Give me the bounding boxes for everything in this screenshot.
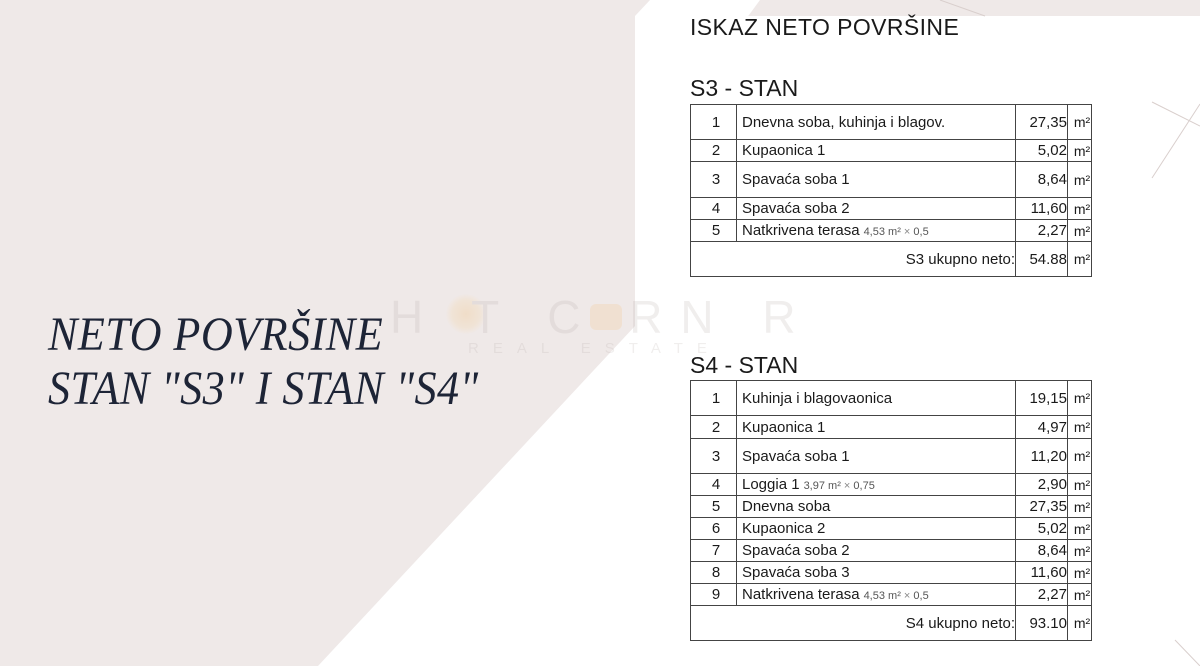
room-name: Spavaća soba 1 xyxy=(737,439,1016,474)
s3-title: S3 - STAN xyxy=(690,75,799,101)
table-row xyxy=(691,140,1092,162)
room-name: Spavaća soba 2 xyxy=(737,540,1016,562)
room-area: 5,02 xyxy=(1016,518,1068,540)
room-name: Kupaonica 2 xyxy=(737,518,1016,540)
area-unit: m² xyxy=(1068,474,1092,496)
room-name-with-calc xyxy=(737,584,1016,606)
area-calculation xyxy=(804,480,875,492)
room-area: 11,20 xyxy=(1016,439,1068,474)
room-name: Kuhinja i blagovaonica xyxy=(737,381,1016,416)
total-row xyxy=(691,606,1092,641)
calc-area: 3,97 m² xyxy=(803,480,841,492)
room-name: Spavaća soba 2 xyxy=(737,198,1016,220)
total-area: 54.88 xyxy=(1016,242,1068,277)
room-area: 19,15 xyxy=(1016,381,1068,416)
table-row xyxy=(691,496,1092,518)
table-row xyxy=(691,584,1092,606)
area-unit: m² xyxy=(1068,496,1092,518)
row-number: 3 xyxy=(691,162,737,198)
row-number: 4 xyxy=(691,198,737,220)
row-number: 4 xyxy=(691,474,737,496)
room-area: 5,02 xyxy=(1016,140,1068,162)
table-row xyxy=(691,439,1092,474)
s4-area-table xyxy=(690,380,1092,641)
room-area: 11,60 xyxy=(1016,562,1068,584)
area-unit: m² xyxy=(1068,381,1092,416)
table-row xyxy=(691,540,1092,562)
room-area: 8,64 xyxy=(1016,540,1068,562)
area-unit: m² xyxy=(1068,540,1092,562)
table-row xyxy=(691,198,1092,220)
headline-line-2: STAN "S3" I STAN "S4" xyxy=(48,362,479,415)
table-row xyxy=(691,220,1092,242)
row-number: 7 xyxy=(691,540,737,562)
headline-line-1: NETO POVRŠINE xyxy=(48,308,384,361)
area-unit: m² xyxy=(1068,439,1092,474)
row-number: 1 xyxy=(691,105,737,140)
document-title: ISKAZ NETO POVRŠINE xyxy=(690,14,960,40)
room-name: Kupaonica 1 xyxy=(737,416,1016,439)
room-name: Natkrivena terasa xyxy=(742,222,860,239)
area-unit: m² xyxy=(1068,220,1092,242)
room-name: Kupaonica 1 xyxy=(737,140,1016,162)
room-area: 2,27 xyxy=(1016,584,1068,606)
total-label: S4 ukupno neto: xyxy=(691,606,1016,641)
total-label: S3 ukupno neto: xyxy=(691,242,1016,277)
table-row xyxy=(691,562,1092,584)
row-number: 6 xyxy=(691,518,737,540)
room-area: 11,60 xyxy=(1016,198,1068,220)
room-name-with-calc xyxy=(737,220,1016,242)
row-number: 9 xyxy=(691,584,737,606)
row-number: 2 xyxy=(691,140,737,162)
room-area: 2,27 xyxy=(1016,220,1068,242)
area-unit: m² xyxy=(1068,584,1092,606)
area-unit: m² xyxy=(1068,242,1092,277)
table-row xyxy=(691,162,1092,198)
calc-area: 4,53 m² xyxy=(863,590,901,602)
calc-factor: 0,5 xyxy=(913,226,929,238)
row-number: 3 xyxy=(691,439,737,474)
room-area: 4,97 xyxy=(1016,416,1068,439)
multiply-sign: × xyxy=(903,226,911,238)
s3-area-table xyxy=(690,104,1092,277)
room-name: Dnevna soba xyxy=(737,496,1016,518)
s4-title: S4 - STAN xyxy=(690,352,799,378)
table-row xyxy=(691,474,1092,496)
table-row xyxy=(691,518,1092,540)
row-number: 5 xyxy=(691,220,737,242)
area-calculation xyxy=(864,590,929,602)
room-area: 8,64 xyxy=(1016,162,1068,198)
room-name: Loggia 1 xyxy=(742,476,800,493)
calc-factor: 0,75 xyxy=(853,480,875,492)
watermark-brand: H T C RN R xyxy=(390,291,814,343)
area-unit: m² xyxy=(1068,416,1092,439)
room-name-with-calc xyxy=(737,474,1016,496)
table-row xyxy=(691,416,1092,439)
room-name: Spavaća soba 3 xyxy=(737,562,1016,584)
room-name: Dnevna soba, kuhinja i blagov. xyxy=(737,105,1016,140)
total-area: 93.10 xyxy=(1016,606,1068,641)
total-row xyxy=(691,242,1092,277)
watermark-sub: REAL ESTATE xyxy=(468,340,721,357)
row-number: 1 xyxy=(691,381,737,416)
calc-area: 4,53 m² xyxy=(863,226,901,238)
area-calculation xyxy=(864,226,929,238)
row-number: 8 xyxy=(691,562,737,584)
multiply-sign: × xyxy=(903,590,911,602)
area-unit: m² xyxy=(1068,105,1092,140)
area-unit: m² xyxy=(1068,198,1092,220)
multiply-sign: × xyxy=(843,480,851,492)
room-area: 27,35 xyxy=(1016,496,1068,518)
room-name: Spavaća soba 1 xyxy=(737,162,1016,198)
table-row xyxy=(691,381,1092,416)
calc-factor: 0,5 xyxy=(913,590,929,602)
table-row xyxy=(691,105,1092,140)
row-number: 5 xyxy=(691,496,737,518)
room-area: 2,90 xyxy=(1016,474,1068,496)
area-unit: m² xyxy=(1068,606,1092,641)
area-unit: m² xyxy=(1068,162,1092,198)
area-unit: m² xyxy=(1068,562,1092,584)
row-number: 2 xyxy=(691,416,737,439)
area-unit: m² xyxy=(1068,518,1092,540)
room-name: Natkrivena terasa xyxy=(742,586,860,603)
room-area: 27,35 xyxy=(1016,105,1068,140)
area-unit: m² xyxy=(1068,140,1092,162)
